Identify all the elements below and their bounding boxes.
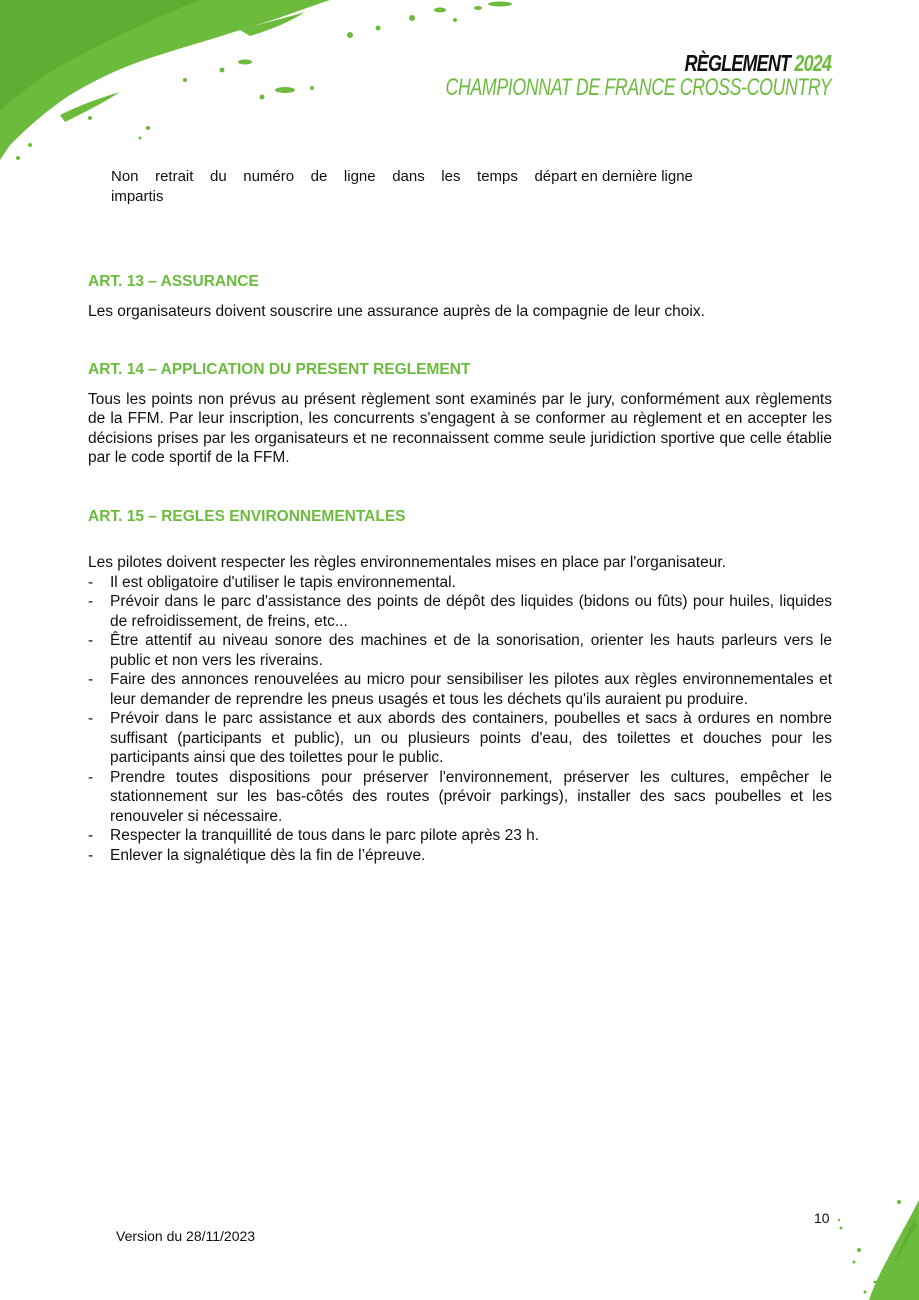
list-item — [88, 709, 832, 768]
list-item-text: Il est obligatoire d'utiliser le tapis environnemental. — [110, 573, 456, 591]
green-splash-decoration-bottom — [769, 1190, 919, 1300]
lead-word: dans — [392, 168, 425, 185]
section-intro: Les pilotes doivent respecter les règles environnementales mises en place par l'organisateur. — [88, 554, 726, 571]
list-item-text: Enlever la signalétique dès la fin de l’épreuve. — [110, 846, 426, 864]
list-item-text: Respecter la tranquillité de tous dans le parc pilote après 23 h. — [110, 827, 540, 844]
list-item — [88, 631, 832, 670]
lead-word: les — [441, 168, 461, 185]
list-item — [88, 670, 832, 709]
section-title-art-14: ART. 14 – APPLICATION DU PRESENT REGLEMENT — [88, 361, 471, 378]
list-item — [88, 592, 832, 631]
list-item — [88, 846, 832, 866]
list-dash: - — [88, 573, 94, 591]
list-dash: - — [88, 710, 94, 727]
lead-word: numéro — [243, 168, 295, 185]
section-title-art-13: ART. 13 – ASSURANCE — [88, 273, 259, 290]
list-item-text: Prévoir dans le parc assistance et aux abords des containers, poubelles et sacs à ordures en nombre suffisant (participants et public), un ou plusieurs points d'eau, des toilettes et douches pour les participants ainsi que des toilettes pour le public. — [110, 710, 832, 766]
list-item — [88, 573, 832, 593]
list-item-text: Prendre toutes dispositions pour préserver l'environnement, préserver les cultures, empêcher le stationnement sur les bas-côtés des routes (prévoir parkings), installer des sacs poubelles et les renouveler si nécessaire. — [110, 768, 832, 825]
list-dash: - — [88, 593, 94, 610]
list-dash: - — [88, 671, 94, 688]
list-item — [88, 826, 832, 846]
lead-line-1 — [111, 167, 693, 187]
lead-word: retrait — [155, 168, 194, 185]
list-dash: - — [88, 768, 94, 786]
document-header — [310, 52, 831, 100]
lead-word: du — [210, 168, 227, 185]
lead-word: ligne — [343, 168, 376, 185]
lead-word: temps — [477, 168, 518, 185]
lead-word: de — [310, 168, 328, 185]
document-body — [88, 272, 832, 865]
lead-text — [111, 167, 711, 207]
section-paragraph: Les organisateurs doivent souscrire une assurance auprès de la compagnie de leur choix. — [88, 302, 705, 320]
environment-rules-list — [88, 573, 832, 866]
header-subtitle: CHAMPIONNAT DE FRANCE CROSS-COUNTRY — [445, 74, 831, 101]
section-title-art-15: ART. 15 – REGLES ENVIRONNEMENTALES — [88, 507, 406, 525]
list-item-text: Faire des annonces renouvelées au micro pour sensibiliser les pilotes aux règles environnementales et leur demander de reprendre les pneus usagés et tous les déchets qu'ils auraient pu produire. — [110, 671, 832, 708]
section-paragraph: Tous les points non prévus au présent règlement sont examinés par le jury, conformément aux règlements de la FFM. Par leur inscription, les concurrents s'engagent à se conformer au règlement et en accepter les décisions prises par les organisateurs et ne reconnaissent comme seule juridiction sportive que celle établie par le code sportif de la FFM. — [88, 390, 832, 466]
header-title — [424, 52, 831, 75]
lead-word: départ en dernière ligne — [534, 168, 693, 185]
page-number: 10 — [814, 1210, 830, 1226]
header-title-year: 2024 — [794, 50, 831, 76]
lead-word: Non — [111, 168, 139, 185]
header-title-word: RÈGLEMENT — [684, 50, 791, 76]
list-item-text: Prévoir dans le parc d'assistance des points de dépôt des liquides (bidons ou fûts) pour huiles, liquides de refroidissement, de freins, etc... — [110, 593, 832, 630]
list-dash: - — [88, 846, 94, 864]
list-dash: - — [88, 827, 94, 844]
list-item-text: Être attentif au niveau sonore des machines et de la sonorisation, orienter les hauts parleurs vers le public et non vers les riverains. — [110, 632, 832, 669]
list-item — [88, 768, 832, 827]
list-dash: - — [88, 632, 94, 649]
lead-line-2: impartis — [111, 188, 164, 205]
footer-version: Version du 28/11/2023 — [116, 1228, 256, 1244]
